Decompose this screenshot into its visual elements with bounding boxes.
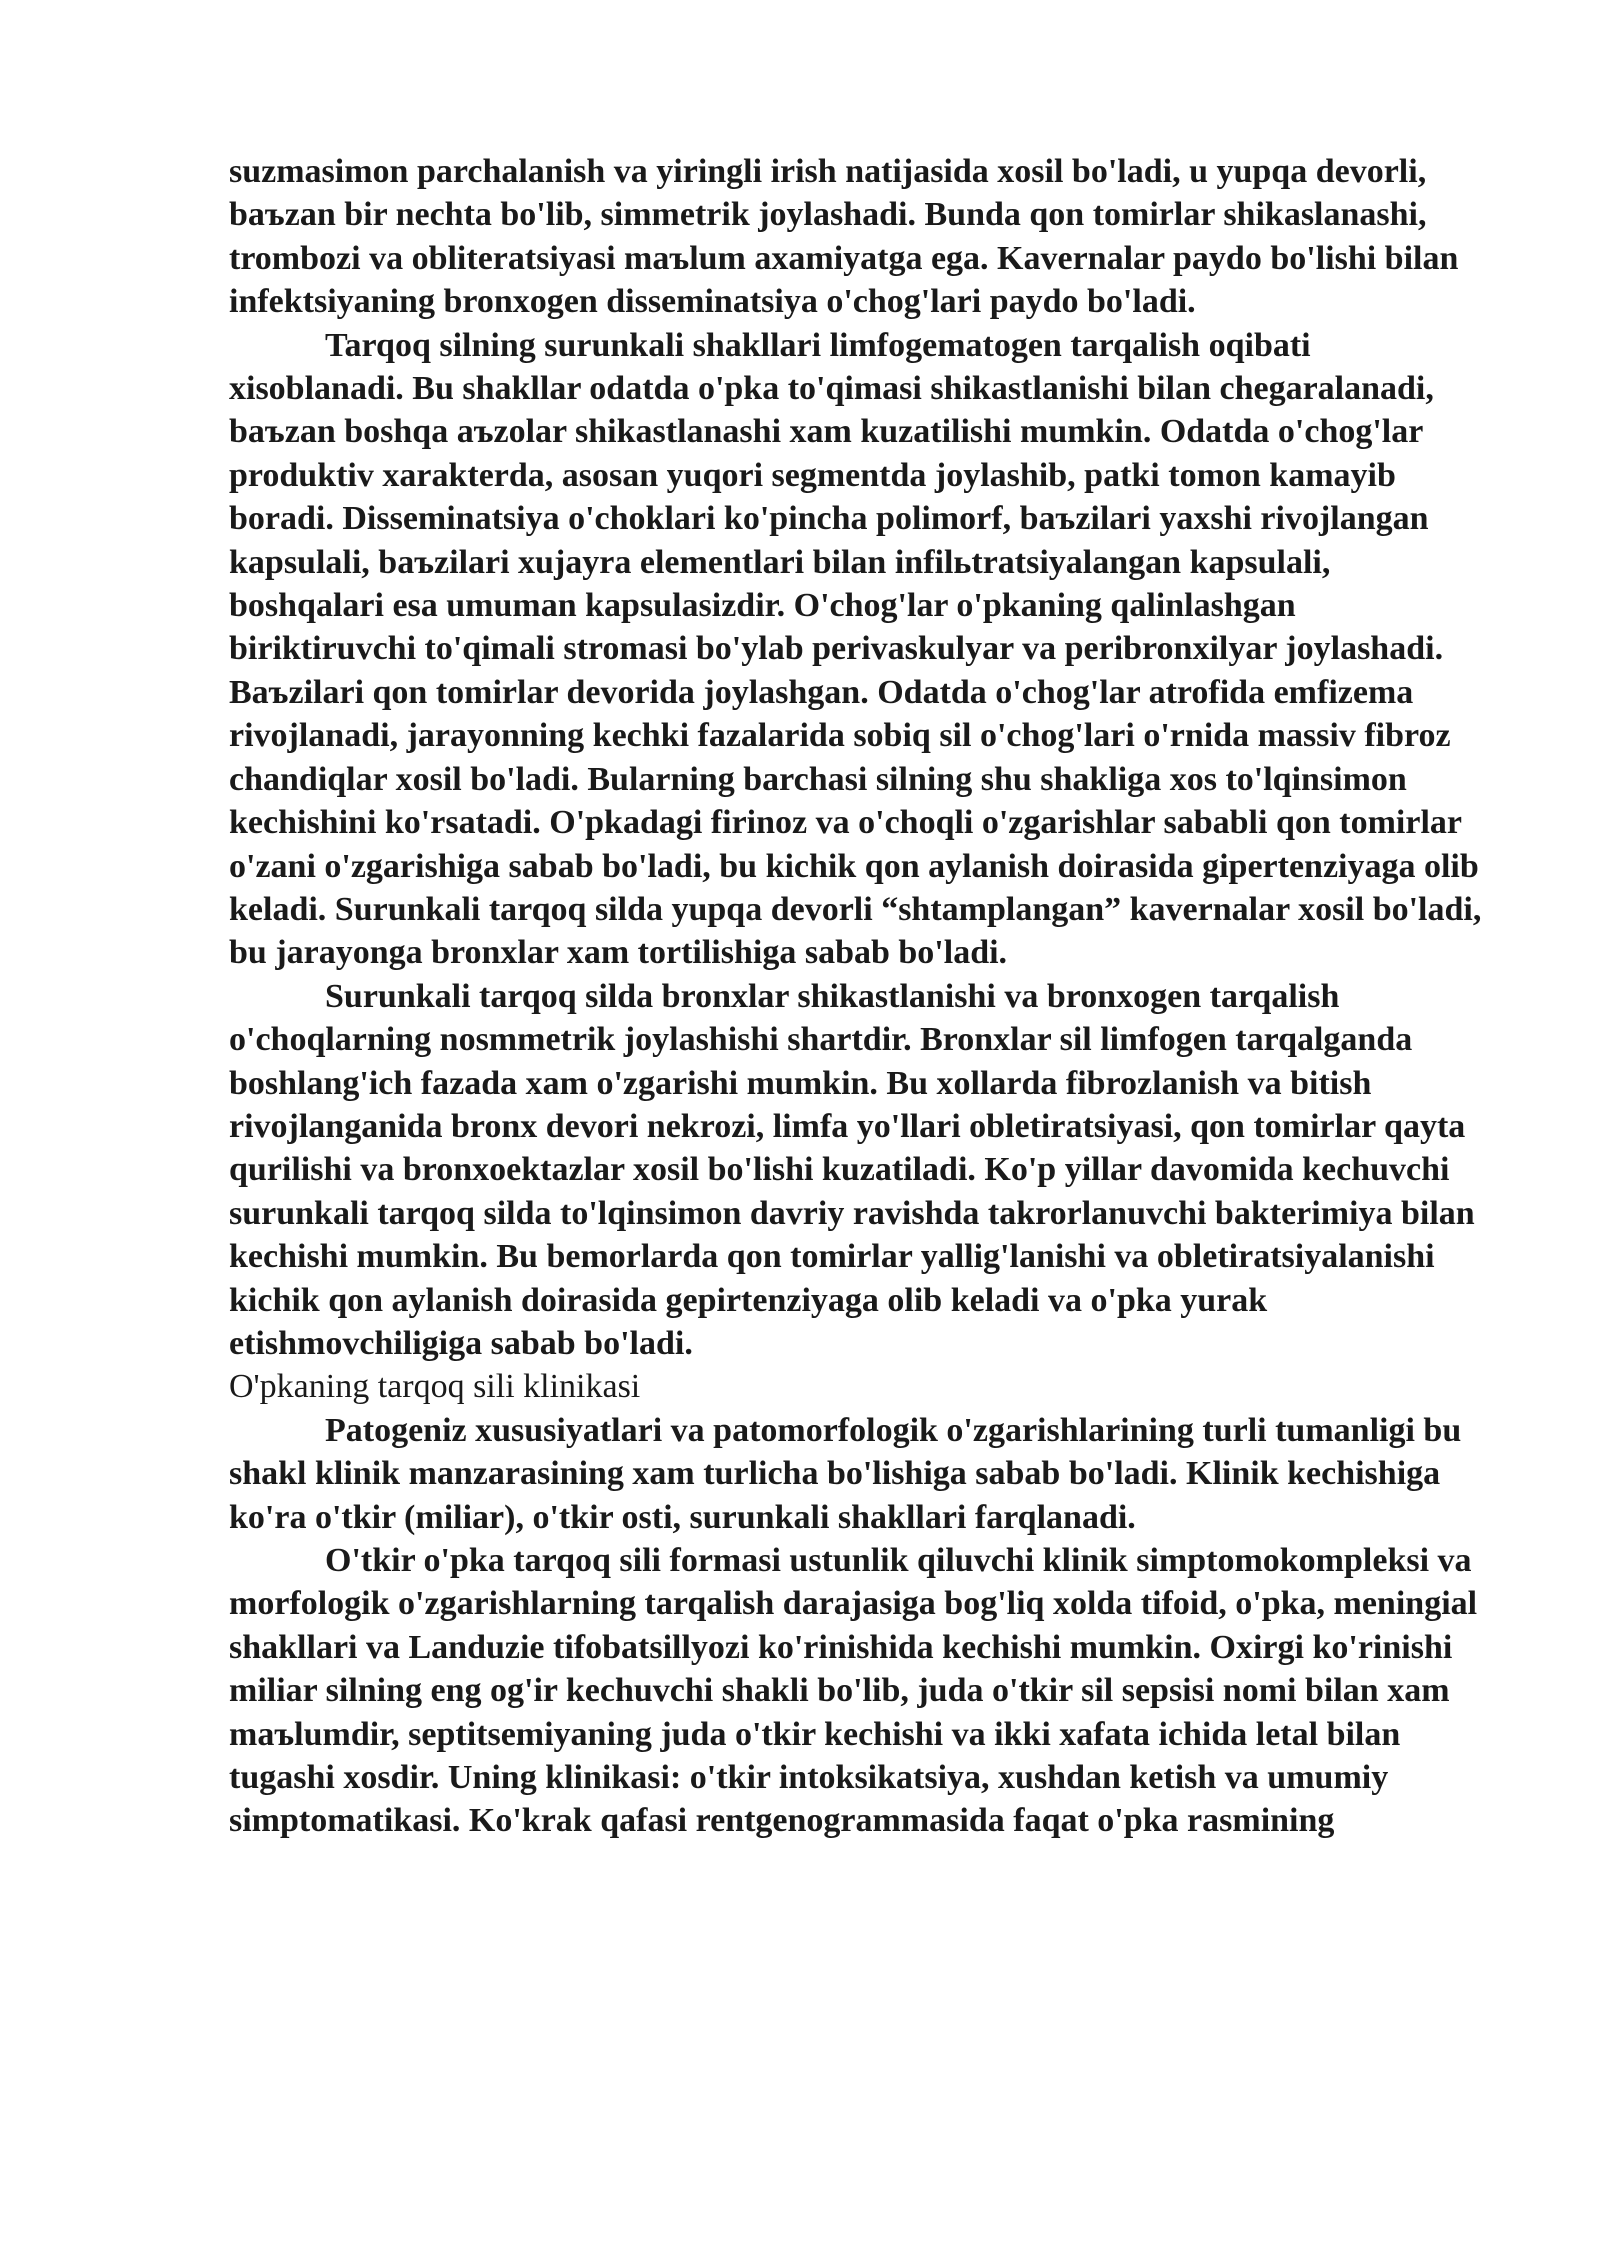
- paragraph-3: Surunkali tarqoq silda bronxlar shikastlanishi va bronxogen tarqalish o'choqlarning nosmmetrik joylashishi shartdir. Bronxlar sil limfogen tarqalganda boshlang'ich fazada xam o'zgarishi mumkin. Bu xollarda fibrozlanish va bitish rivojlanganida bronx devori nekrozi, limfa yo'llari obletiratsiyasi, qon tomirlar qayta qurilishi va bronxoektazlar xosil bo'lishi kuzatiladi. Ko'p yillar davomida kechuvchi surunkali tarqoq silda to'lqinsimon davriy ravishda takrorlanuvchi bakterimiya bilan kechishi mumkin. Bu bemorlarda qon tomirlar yallig'lanishi va obletiratsiyalanishi kichik qon aylanish doirasida gepirtenziyaga olib keladi va o'pka yurak etishmovchiligiga sabab bo'ladi.: [229, 977, 1475, 1362]
- section-heading: O'pkaning tarqoq sili klinikasi: [229, 1368, 641, 1406]
- paragraph-4: Patogeniz xususiyatlari va patomorfologik o'zgarishlarining turli tumanligi bu shakl klinik manzarasining xam turlicha bo'lishiga sabab bo'ladi. Klinik kechishiga ko'ra o'tkir (miliar), o'tkir osti, surunkali shakllari farqlanadi.: [229, 1411, 1462, 1536]
- paragraph-2: Tarqoq silning surunkali shakllari limfogematogen tarqalish oqibati xisoblanadi. Bu shakllar odatda o'pka to'qimasi shikastlanishi bilan chegaralanadi, baъzan boshqa aъzolar shikastlanashi xam kuzatilishi mumkin. Odatda o'chog'lar produktiv xarakterda, asosan yuqori segmentda joylashib, patki tomon kamayib boradi. Disseminatsiya o'choklari ko'pincha polimorf, baъzilari yaxshi rivojlangan kapsulali, baъzilari xujayra elementlari bilan infilьtratsiyalangan kapsulali, boshqalari esa umuman kapsulasizdir. O'chog'lar o'pkaning qalinlashgan biriktiruvchi to'qimali stromasi bo'ylab perivaskulyar va peribronxilyar joylashadi. Baъzilari qon tomirlar devorida joylashgan. Odatda o'chog'lar atrofida emfizema rivojlanadi, jarayonning kechki fazalarida sobiq sil o'chog'lari o'rnida massiv fibroz chandiqlar xosil bo'ladi. Bularning barchasi silning shu shakliga xos to'lqinsimon kechishini ko'rsatadi. O'pkadagi firinoz va o'choqli o'zgarishlar sababli qon tomirlar o'zani o'zgarishiga sabab bo'ladi, bu kichik qon aylanish doirasida gipertenziyaga olib keladi. Surunkali tarqoq silda yupqa devorli “shtamplangan” kavernalar xosil bo'ladi, bu jarayonga bronxlar xam tortilishiga sabab bo'ladi.: [229, 326, 1482, 972]
- document-body: [229, 150, 1489, 1843]
- paragraph-1: suzmasimon parchalanish va yiringli irish natijasida xosil bo'ladi, u yupqa devorli, baъzan bir nechta bo'lib, simmetrik joylashadi. Bunda qon tomirlar shikaslanashi, trombozi va obliteratsiyasi maъlum axamiyatga ega. Kavernalar paydo bo'lishi bilan infektsiyaning bronxogen disseminatsiya o'chog'lari paydo bo'ladi.: [229, 153, 1459, 321]
- paragraph-5: O'tkir o'pka tarqoq sili formasi ustunlik qiluvchi klinik simptomokompleksi va morfologik o'zgarishlarning tarqalish darajasiga bog'liq xolda tifoid, o'pka, meningial shakllari va Landuzie tifobatsillyozi ko'rinishida kechishi mumkin. Oxirgi ko'rinishi miliar silning eng og'ir kechuvchi shakli bo'lib, juda o'tkir sil sepsisi nomi bilan xam maъlumdir, septitsemiyaning juda o'tkir kechishi va ikki xafata ichida letal bilan tugashi xosdir. Uning klinikasi: o'tkir intoksikatsiya, xushdan ketish va umumiy simptomatikasi. Ko'krak qafasi rentgenogrammasida faqat o'pka rasmining: [229, 1542, 1478, 1840]
